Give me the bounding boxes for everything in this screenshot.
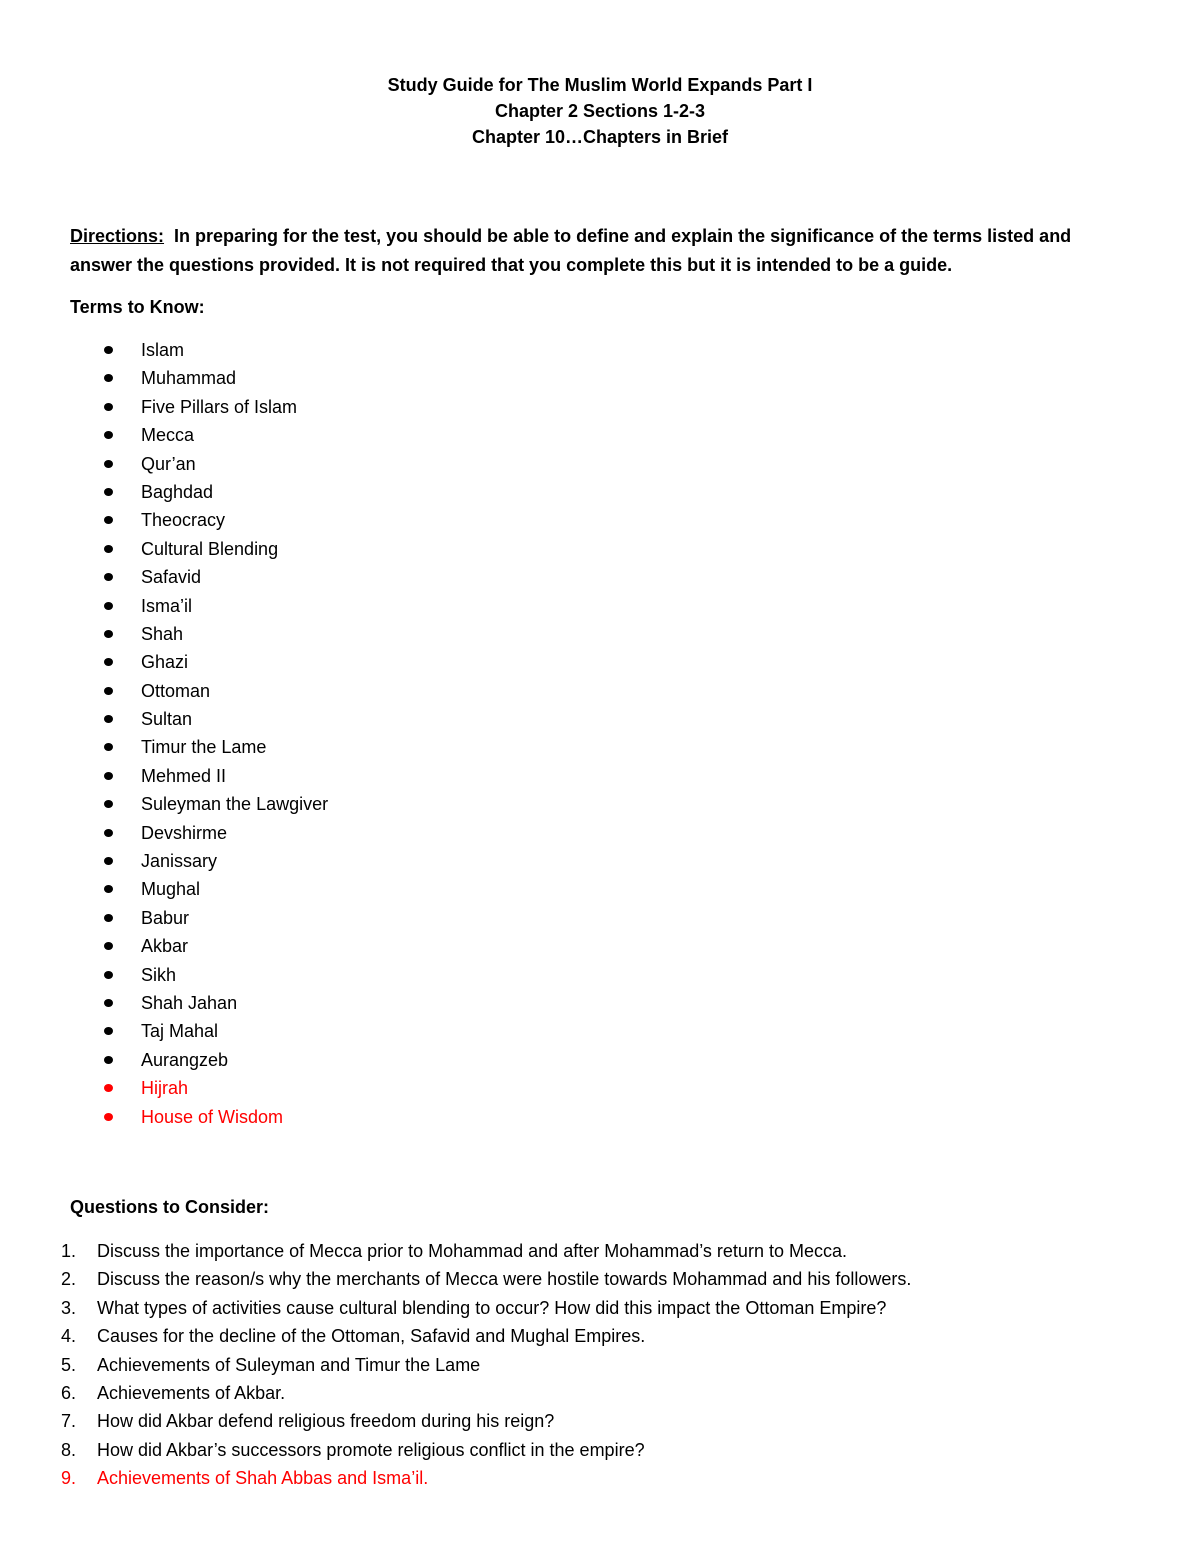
question-text: Achievements of Shah Abbas and Isma’il. xyxy=(97,1468,429,1489)
term-item xyxy=(0,450,700,478)
term-text: Hijrah xyxy=(141,1078,189,1099)
term-text: Mughal xyxy=(141,879,201,900)
term-item xyxy=(0,961,700,989)
term-text: Islam xyxy=(141,340,185,360)
question-number: 1. xyxy=(61,1241,77,1261)
bullet-icon xyxy=(104,857,113,865)
term-item xyxy=(0,535,700,563)
term-item xyxy=(0,733,700,761)
question-item xyxy=(0,1294,1150,1322)
bullet-icon xyxy=(104,715,113,723)
term-item xyxy=(0,1074,700,1102)
bullet-icon xyxy=(104,573,113,581)
question-item xyxy=(0,1265,1150,1293)
terms-heading: Terms to Know: xyxy=(70,297,205,317)
term-text: Mecca xyxy=(141,425,195,446)
bullet-icon xyxy=(104,488,113,496)
title-line-3: Chapter 10…Chapters in Brief xyxy=(471,127,729,147)
term-text: Ghazi xyxy=(141,652,189,673)
question-number: 4. xyxy=(61,1326,77,1347)
question-text: Discuss the importance of Mecca prior to Mohammad and after Mohammad’s return to Mecca. xyxy=(97,1241,847,1261)
term-item xyxy=(0,648,700,676)
question-number: 8. xyxy=(61,1439,77,1460)
term-text: Timur the Lame xyxy=(141,737,267,758)
term-text: Sikh xyxy=(141,964,177,985)
question-number: 5. xyxy=(61,1354,77,1375)
bullet-icon xyxy=(104,516,113,524)
bullet-icon xyxy=(104,743,113,751)
term-text: Isma’il xyxy=(141,595,193,616)
term-text: Shah Jahan xyxy=(141,992,238,1013)
term-text: Safavid xyxy=(141,567,202,588)
term-text: Muhammad xyxy=(141,368,237,389)
bullet-icon xyxy=(104,1056,113,1064)
bullet-icon xyxy=(104,602,113,610)
term-item xyxy=(0,421,700,449)
bullet-icon xyxy=(104,431,113,439)
terms-list xyxy=(0,336,700,1131)
question-text: How did Akbar’s successors promote religious conflict in the empire? xyxy=(97,1439,645,1460)
bullet-icon xyxy=(104,545,113,553)
bullet-icon xyxy=(104,687,113,695)
bullet-icon xyxy=(104,942,113,950)
term-item xyxy=(0,875,700,903)
term-item xyxy=(0,677,700,705)
term-text: Taj Mahal xyxy=(141,1021,219,1042)
question-number: 2. xyxy=(61,1269,77,1290)
bullet-icon xyxy=(104,658,113,666)
title-line-1: Study Guide for The Muslim World Expands Part I xyxy=(387,75,813,95)
bullet-icon xyxy=(104,971,113,979)
question-text: What types of activities cause cultural blending to occur? How did this impact the Ottoman Empire? xyxy=(97,1297,887,1318)
term-item xyxy=(0,1017,700,1045)
term-text: Baghdad xyxy=(141,481,214,502)
term-item xyxy=(0,1103,700,1131)
question-item xyxy=(0,1351,1150,1379)
term-text: House of Wisdom xyxy=(141,1106,284,1127)
bullet-icon xyxy=(104,403,113,411)
bullet-icon xyxy=(104,1084,113,1092)
bullet-icon xyxy=(104,914,113,922)
term-item xyxy=(0,592,700,620)
term-item xyxy=(0,904,700,932)
bullet-icon xyxy=(104,374,113,382)
term-text: Cultural Blending xyxy=(141,538,279,559)
term-item xyxy=(0,620,700,648)
term-item xyxy=(0,819,700,847)
question-item xyxy=(0,1237,1150,1265)
term-item xyxy=(0,506,700,534)
questions-list xyxy=(0,1237,1150,1493)
term-item xyxy=(0,336,700,364)
term-text: Babur xyxy=(141,907,190,928)
term-item xyxy=(0,364,700,392)
bullet-icon xyxy=(104,885,113,893)
term-text: Ottoman xyxy=(141,680,211,701)
term-item xyxy=(0,563,700,591)
document-title xyxy=(0,72,1200,150)
term-text: Janissary xyxy=(141,851,218,872)
term-item xyxy=(0,932,700,960)
directions-label: Directions: xyxy=(70,226,165,246)
bullet-icon xyxy=(104,460,113,468)
term-text: Mehmed II xyxy=(141,765,227,786)
question-item xyxy=(0,1436,1150,1464)
term-text: Akbar xyxy=(141,936,189,957)
question-number: 3. xyxy=(61,1297,77,1318)
question-number: 6. xyxy=(61,1382,77,1403)
term-text: Suleyman the Lawgiver xyxy=(141,794,329,815)
bullet-icon xyxy=(104,829,113,837)
term-text: Five Pillars of Islam xyxy=(141,396,298,417)
bullet-icon xyxy=(104,772,113,780)
term-text: Devshirme xyxy=(141,822,228,843)
term-item xyxy=(0,989,700,1017)
term-item xyxy=(0,790,700,818)
term-text: Aurangzeb xyxy=(141,1049,229,1070)
bullet-icon xyxy=(104,630,113,638)
bullet-icon xyxy=(104,1027,113,1035)
term-item xyxy=(0,393,700,421)
term-item xyxy=(0,478,700,506)
term-item xyxy=(0,1046,700,1074)
term-text: Theocracy xyxy=(141,510,226,531)
question-item xyxy=(0,1407,1150,1435)
question-item xyxy=(0,1379,1150,1407)
questions-heading: Questions to Consider: xyxy=(70,1197,270,1217)
term-text: Sultan xyxy=(141,709,193,730)
question-number: 7. xyxy=(61,1411,77,1432)
question-text: How did Akbar defend religious freedom during his reign? xyxy=(97,1411,555,1432)
bullet-icon xyxy=(104,999,113,1007)
question-item xyxy=(0,1322,1150,1350)
title-line-2: Chapter 2 Sections 1-2-3 xyxy=(494,101,706,121)
bullet-icon xyxy=(104,800,113,808)
question-text: Discuss the reason/s why the merchants of Mecca were hostile towards Mohammad and his followers. xyxy=(97,1269,912,1290)
question-text: Achievements of Akbar. xyxy=(97,1382,286,1403)
question-text: Achievements of Suleyman and Timur the Lame xyxy=(97,1354,481,1375)
term-item xyxy=(0,762,700,790)
term-item xyxy=(0,847,700,875)
question-item xyxy=(0,1464,1150,1492)
term-item xyxy=(0,705,700,733)
bullet-icon xyxy=(104,346,113,354)
directions-paragraph xyxy=(70,222,1130,280)
term-text: Shah xyxy=(141,623,184,644)
term-text: Qur’an xyxy=(141,453,196,474)
directions-text: In preparing for the test, you should be able to define and explain the significance of the terms listed and answer the questions provided. It is not required that you complete this but it is intended to be a guide. xyxy=(70,226,1072,275)
question-text: Causes for the decline of the Ottoman, Safavid and Mughal Empires. xyxy=(97,1326,646,1347)
bullet-icon xyxy=(104,1113,113,1121)
question-number: 9. xyxy=(61,1468,77,1489)
